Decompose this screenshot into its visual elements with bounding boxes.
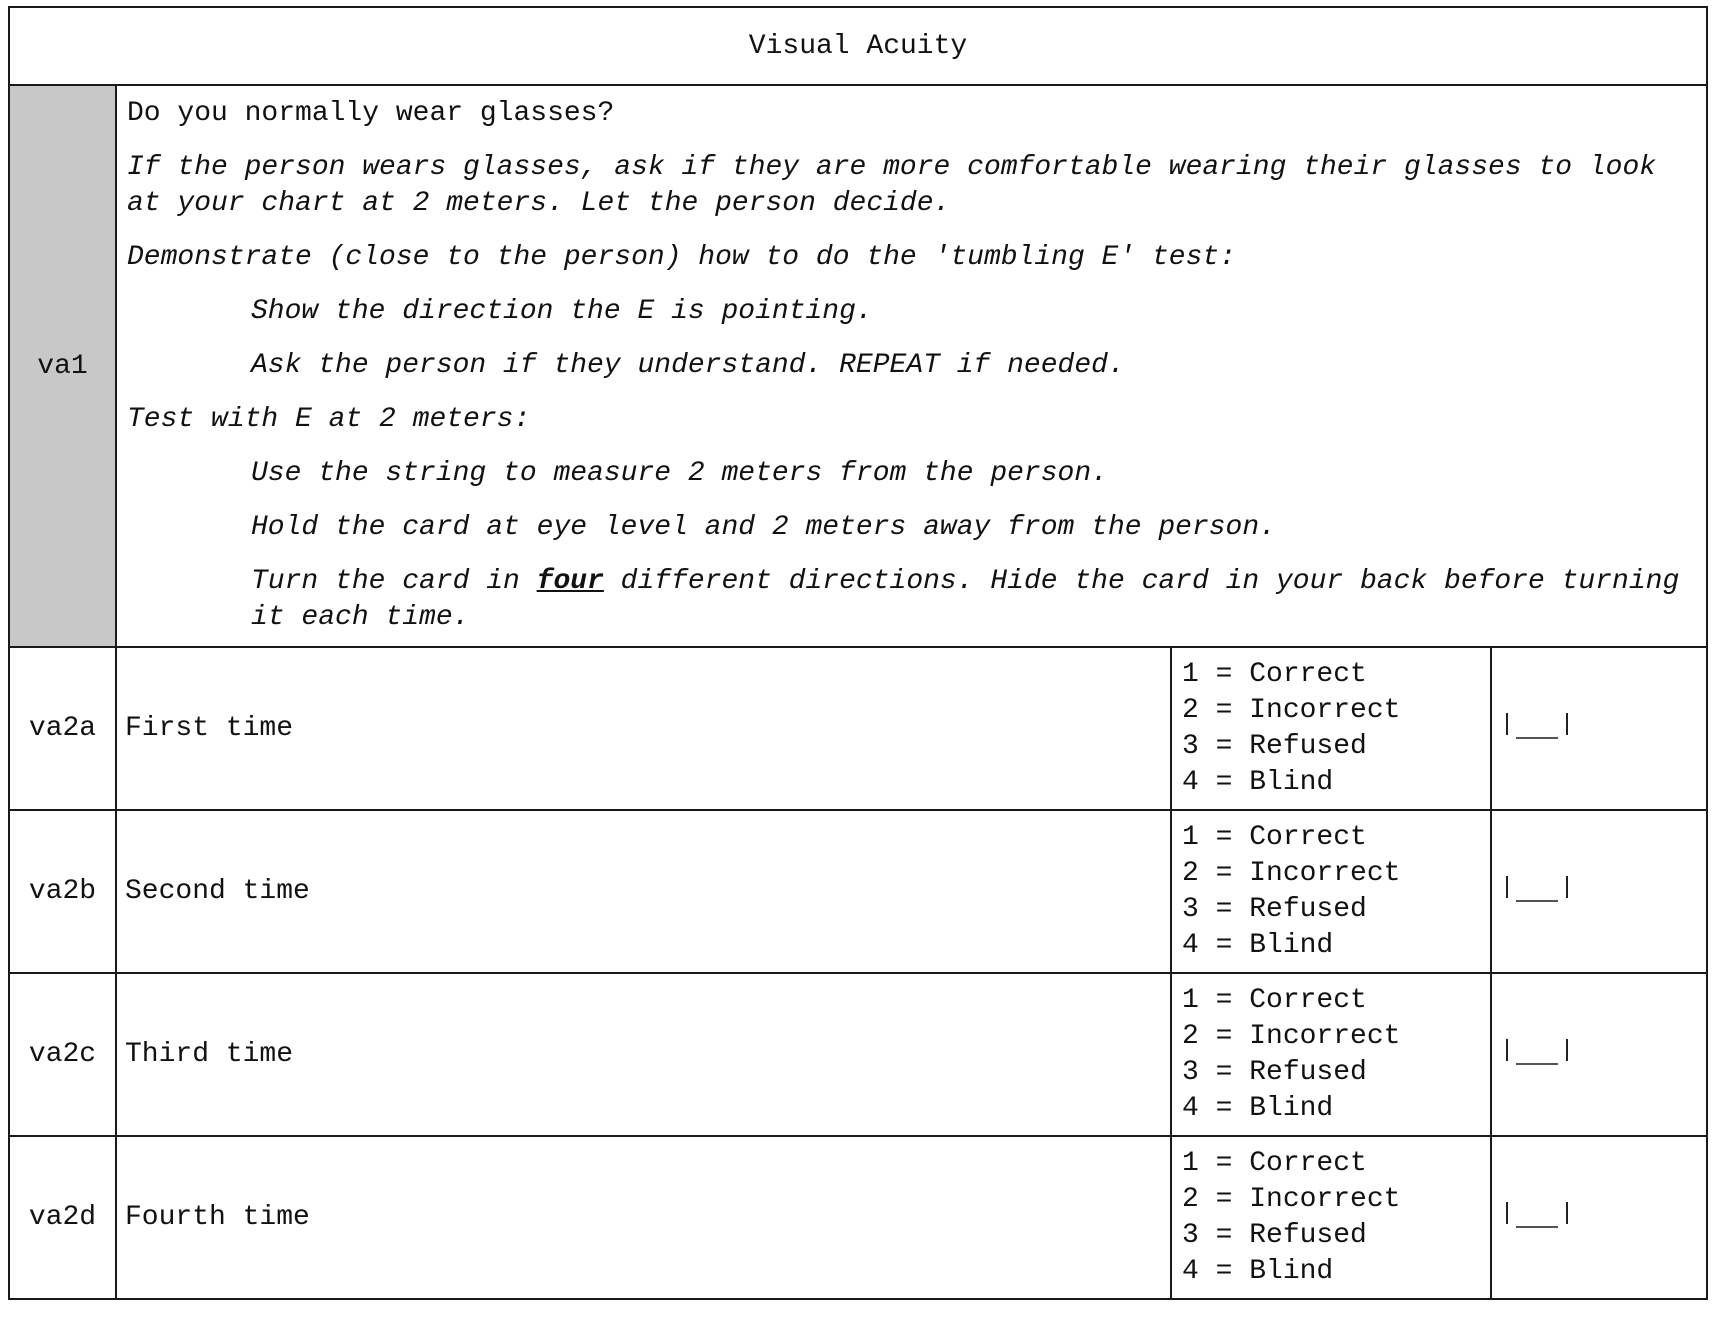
option: 2 = Incorrect xyxy=(1182,1183,1401,1215)
option: 2 = Incorrect xyxy=(1182,1020,1401,1052)
option: 1 = Correct xyxy=(1182,821,1367,853)
answer-field[interactable] xyxy=(1506,1202,1568,1228)
option: 1 = Correct xyxy=(1182,658,1367,690)
question-code: va2a xyxy=(9,647,116,810)
option: 3 = Refused xyxy=(1182,893,1367,925)
instruction-text: Show the direction the E is pointing. xyxy=(251,296,873,327)
answer-field[interactable] xyxy=(1506,876,1568,902)
option: 1 = Correct xyxy=(1182,984,1367,1016)
instruction-part: Turn the card in xyxy=(251,566,537,597)
question-code: va2c xyxy=(9,973,116,1136)
title-row xyxy=(9,7,1707,85)
option: 4 = Blind xyxy=(1182,1092,1334,1124)
option: 3 = Refused xyxy=(1182,730,1367,762)
answer-options xyxy=(1171,647,1491,810)
question-code: va2b xyxy=(9,810,116,973)
instruction-text: Hold the card at eye level and 2 meters away from the person. xyxy=(251,512,1276,543)
option: 4 = Blind xyxy=(1182,929,1334,961)
instruction-text: If the person wears glasses, ask if they are more comfortable wearing their glasses to look at your chart at 2 meters. Let the person decide. xyxy=(127,152,1657,219)
option: 4 = Blind xyxy=(1182,766,1334,798)
instruction-text: Ask the person if they understand. REPEAT if needed. xyxy=(251,350,1125,381)
option: 2 = Incorrect xyxy=(1182,694,1401,726)
emphasis-word: four xyxy=(536,566,604,597)
instruction-text: Demonstrate (close to the person) how to do the 'tumbling E' test: xyxy=(127,242,1236,273)
answer-field[interactable] xyxy=(1506,713,1568,739)
question-row xyxy=(9,810,1707,973)
question-row xyxy=(9,647,1707,810)
instruction-text: Test with E at 2 meters: xyxy=(127,404,531,435)
question-row xyxy=(9,973,1707,1136)
answer-cell[interactable] xyxy=(1491,647,1707,810)
option: 3 = Refused xyxy=(1182,1219,1367,1251)
instruction-text: Use the string to measure 2 meters from the person. xyxy=(251,458,1108,489)
option: 3 = Refused xyxy=(1182,1056,1367,1088)
option: 2 = Incorrect xyxy=(1182,857,1401,889)
form-title: Visual Acuity xyxy=(9,7,1707,85)
answer-options xyxy=(1171,810,1491,973)
answer-cell[interactable] xyxy=(1491,973,1707,1136)
question-label: Fourth time xyxy=(116,1136,1171,1299)
instruction-part: different directions. Hide the card in your back before turning it each time. xyxy=(251,566,1680,633)
visual-acuity-form xyxy=(8,6,1708,1300)
question-label: Second time xyxy=(116,810,1171,973)
question-label: First time xyxy=(116,647,1171,810)
question-code: va2d xyxy=(9,1136,116,1299)
answer-cell[interactable] xyxy=(1491,810,1707,973)
answer-options xyxy=(1171,1136,1491,1299)
answer-cell[interactable] xyxy=(1491,1136,1707,1299)
option: 4 = Blind xyxy=(1182,1255,1334,1287)
answer-options xyxy=(1171,973,1491,1136)
instructions-cell xyxy=(116,85,1707,647)
question-row xyxy=(9,1136,1707,1299)
question-label: Third time xyxy=(116,973,1171,1136)
question-code: va1 xyxy=(9,85,116,647)
instruction-text-emphasized xyxy=(127,564,1696,636)
intro-question: Do you normally wear glasses? xyxy=(127,98,615,129)
option: 1 = Correct xyxy=(1182,1147,1367,1179)
intro-row xyxy=(9,85,1707,647)
answer-field[interactable] xyxy=(1506,1039,1568,1065)
